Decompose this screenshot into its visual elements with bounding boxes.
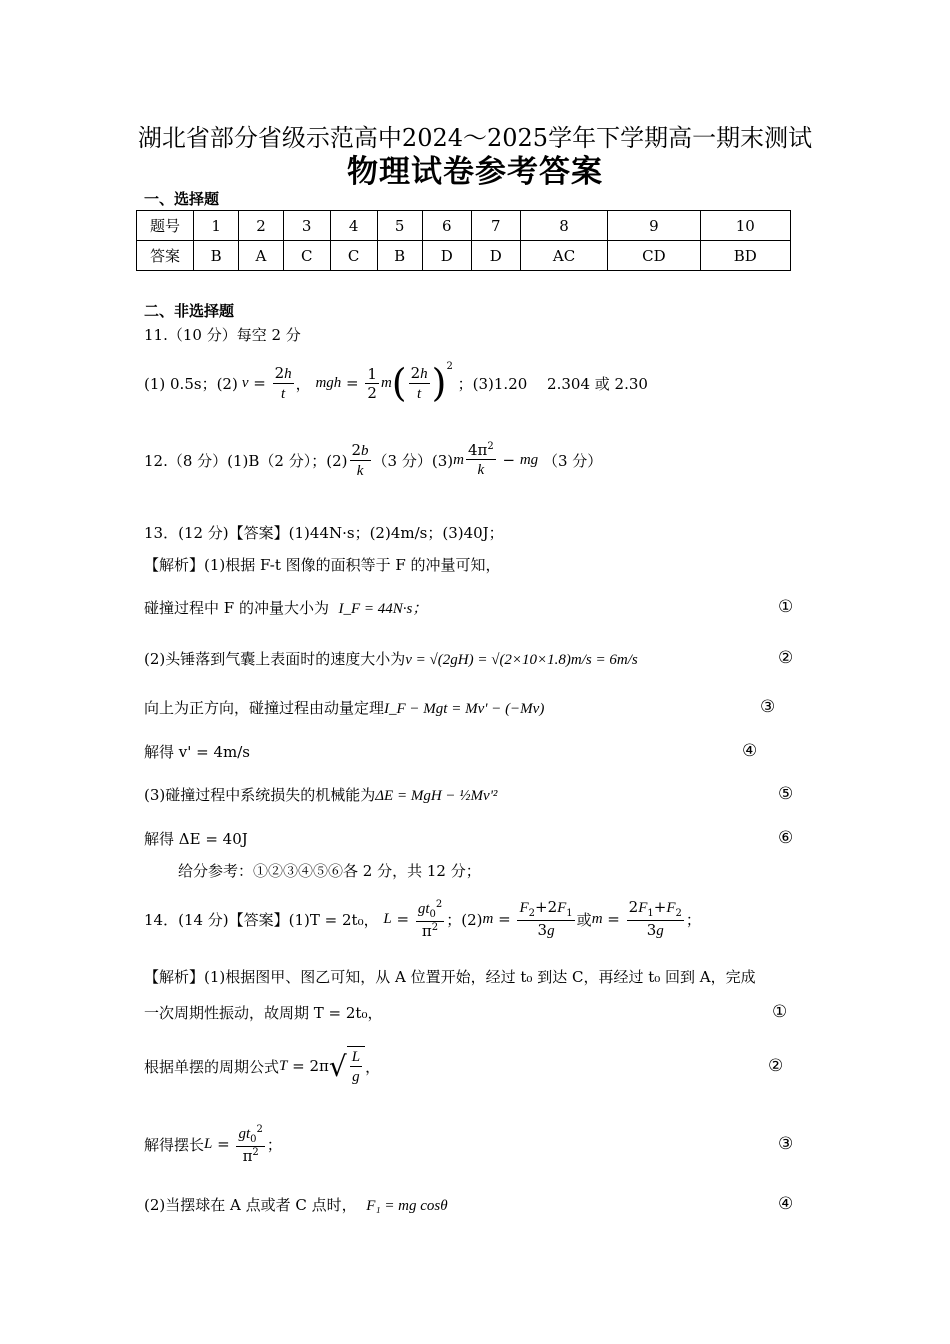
q12-formula-a: $\frac{2b}{k}$ xyxy=(351,440,369,479)
q14-line4 xyxy=(144,1118,282,1170)
q12-part2: （3 分）(3) xyxy=(372,451,454,470)
table-cell: 4 xyxy=(330,211,377,241)
q14-header-c: 或 xyxy=(576,910,592,929)
mark-3b: ③ xyxy=(778,1134,794,1154)
table-row xyxy=(137,211,791,241)
q13-line8: 给分参考：①②③④⑤⑥各 2 分，共 12 分； xyxy=(178,862,481,880)
table-cell: 1 xyxy=(194,211,239,241)
q13-line2-math: I_F = 44N·s； xyxy=(338,601,428,617)
q14-header-a: 14．(14 分)【答案】(1)T = 2t₀， xyxy=(144,910,379,929)
mark-4b: ④ xyxy=(778,1194,794,1214)
q13-line6-math: ΔE = MgH − ½Mv'² xyxy=(375,788,498,804)
q11-part2: ；(3)1.20 2.304 或 2.30 xyxy=(457,374,648,393)
table-cell: 5 xyxy=(377,211,422,241)
table-cell: 8 xyxy=(520,211,608,241)
mark-2: ② xyxy=(778,648,794,668)
table-cell: D xyxy=(422,241,471,271)
row-label: 题号 xyxy=(137,211,194,241)
q14-formula-L: L = $\frac{gt_0^2}{\pi^2}$ xyxy=(383,898,443,940)
q13-line2 xyxy=(144,597,427,618)
table-row xyxy=(137,241,791,271)
q14-header xyxy=(144,893,701,945)
q14-line5-text: (2)当摆球在 A 点或者 C 点时， xyxy=(144,1196,357,1214)
q12-part3: （3 分） xyxy=(542,451,603,470)
q13-line6-text: (3)碰撞过程中系统损失的机械能为 xyxy=(144,786,376,804)
q13-line5: 解得 v' = 4m/s xyxy=(144,743,250,761)
mark-5: ⑤ xyxy=(778,784,794,804)
row-label: 答案 xyxy=(137,241,194,271)
q13-line4 xyxy=(144,697,544,718)
q14-line3 xyxy=(144,1040,380,1092)
mark-1b: ① xyxy=(772,1002,788,1022)
q11-formula: v = $\frac{2h}{t}$ ， mgh = $\frac{1}{2}$ m ( $\frac{2h}{t}$ ) $^2$ xyxy=(241,361,453,405)
table-cell: 10 xyxy=(700,211,791,241)
q11-header: 11.（10 分）每空 2 分 xyxy=(144,326,301,344)
q14-formula-m2: m = $\frac{2F_1+F_2}{3g}$ xyxy=(591,898,682,939)
answer-table xyxy=(136,210,791,271)
table-cell: C xyxy=(330,241,377,271)
q14-line3-text: 根据单摆的周期公式 xyxy=(144,1057,280,1076)
q11-part1: (1) 0.5s；(2) xyxy=(144,374,238,393)
q12-answer xyxy=(144,435,602,485)
table-cell: AC xyxy=(520,241,608,271)
q13-line2-text: 碰撞过程中 F 的冲量大小为 xyxy=(144,599,329,617)
q14-length-formula: L = $\frac{gt_0^2}{\pi^2}$ ； xyxy=(204,1123,282,1165)
q12-formula-b: m $\frac{4\pi^2}{k}$ − mg xyxy=(453,441,539,478)
q13-line1: 【解析】(1)根据 F-t 图像的面积等于 F 的冲量可知， xyxy=(144,556,501,574)
q13-line7: 解得 ΔE = 40J xyxy=(144,830,248,848)
q14-formula-m1: m = $\frac{F_2+2F_1}{3g}$ xyxy=(482,898,573,939)
table-cell: 2 xyxy=(239,211,284,241)
q11-answer xyxy=(144,358,648,408)
q14-line1: 【解析】(1)根据图甲、图乙可知，从 A 位置开始，经过 t₀ 到达 C，再经过 t₀ 回到 A，完成 xyxy=(144,968,756,986)
table-cell: B xyxy=(194,241,239,271)
table-cell: 7 xyxy=(471,211,520,241)
q14-header-b: ；(2) xyxy=(446,910,483,929)
mark-4: ④ xyxy=(742,741,758,761)
q13-line3-text: (2)头锤落到气囊上表面时的速度大小为 xyxy=(144,650,406,668)
q12-part1: 12.（8 分）(1)B（2 分）；(2) xyxy=(144,451,348,470)
section-choice: 一、选择题 xyxy=(144,190,220,208)
q14-line2: 一次周期性振动，故周期 T = 2t₀， xyxy=(144,1004,383,1022)
table-cell: BD xyxy=(700,241,791,271)
title-line2: 物理试卷参考答案 xyxy=(347,154,603,190)
q13-line3 xyxy=(144,648,638,669)
table-cell: CD xyxy=(608,241,700,271)
table-cell: 9 xyxy=(608,211,700,241)
title-line1: 湖北省部分省级示范高中2024～2025学年下学期高一期末测试 xyxy=(137,124,813,152)
mark-6: ⑥ xyxy=(778,828,794,848)
q14-line5 xyxy=(144,1194,448,1215)
table-cell: B xyxy=(377,241,422,271)
q14-header-d: ； xyxy=(685,910,701,929)
q13-line4-text: 向上为正方向，碰撞过程由动量定理 xyxy=(144,699,385,717)
q13-line3-math: v = √(2gH) = √(2×10×1.8)m/s = 6m/s xyxy=(405,652,638,668)
table-cell: 6 xyxy=(422,211,471,241)
mark-3: ③ xyxy=(760,697,776,717)
q13-line6 xyxy=(144,784,497,805)
table-cell: A xyxy=(239,241,284,271)
table-cell: C xyxy=(283,241,330,271)
q13-header: 13．(12 分)【答案】(1)44N·s；(2)4m/s；(3)40J； xyxy=(144,524,504,542)
table-cell: 3 xyxy=(283,211,330,241)
table-cell: D xyxy=(471,241,520,271)
mark-1: ① xyxy=(778,597,794,617)
q13-line4-math: I_F − Mgt = Mv' − (−Mv) xyxy=(384,701,545,717)
mark-2b: ② xyxy=(768,1056,784,1076)
section-nonchoice: 二、非选择题 xyxy=(144,302,235,320)
q14-line5-math: F₁ = mg cosθ xyxy=(366,1198,448,1214)
q14-period-formula: T = 2π √ $\frac{L}{g}$ ， xyxy=(279,1046,380,1086)
q14-line4-text: 解得摆长 xyxy=(144,1135,205,1154)
